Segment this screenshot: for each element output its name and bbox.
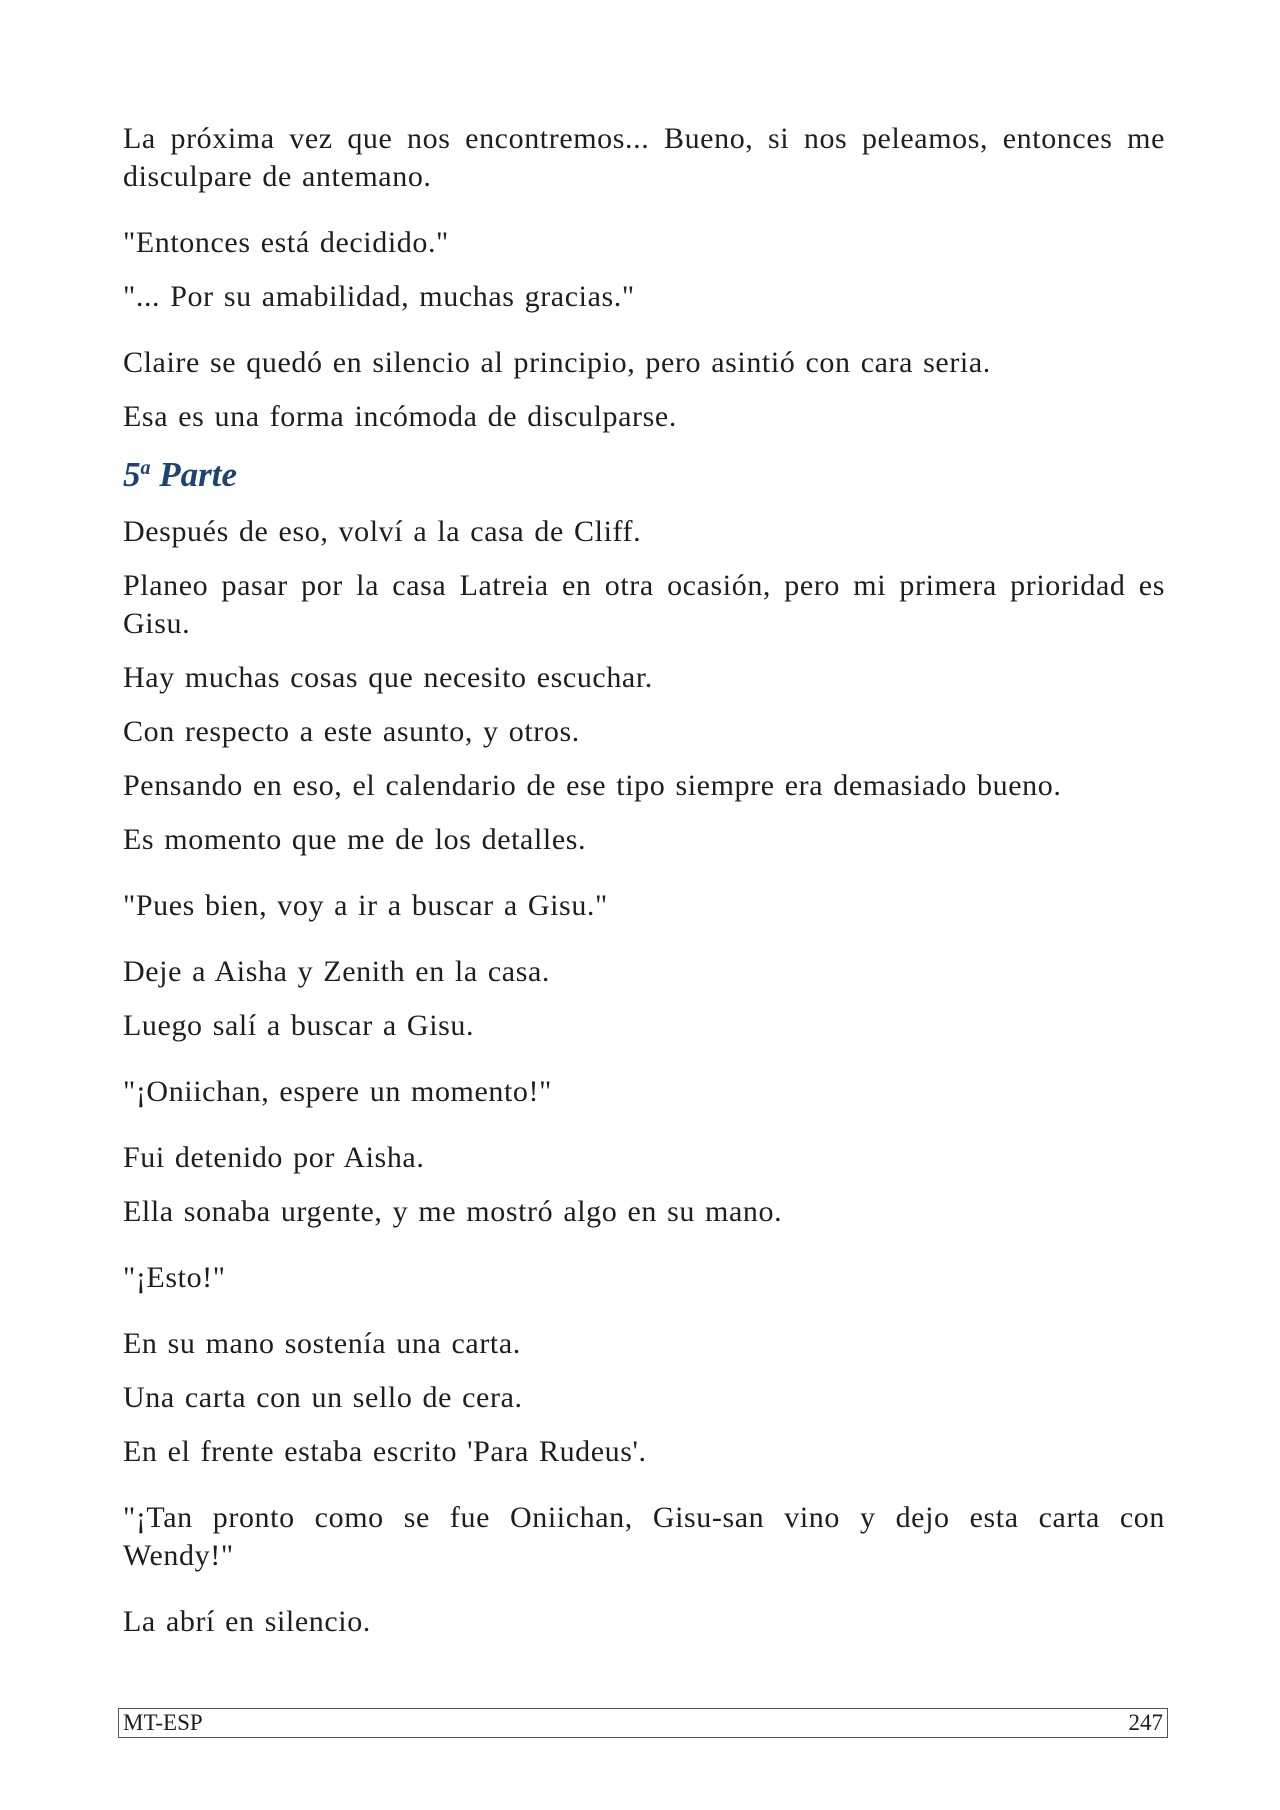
- paragraph: Hay muchas cosas que necesito escuchar.: [123, 661, 653, 694]
- paragraph: En el frente estaba escrito 'Para Rudeus'.: [123, 1435, 647, 1468]
- paragraph: Es momento que me de los detalles.: [123, 823, 587, 856]
- paragraph: Deje a Aisha y Zenith en la casa.: [123, 955, 550, 988]
- footer-label: MT-ESP: [123, 1710, 203, 1735]
- paragraph: Luego salí a buscar a Gisu.: [123, 1009, 475, 1042]
- paragraph: La próxima vez que nos encontremos... Bueno, si nos peleamos, entonces me disculpare de antemano.: [123, 122, 1165, 193]
- paragraph: "¡Tan pronto como se fue Oniichan, Gisu-san vino y dejo esta carta con Wendy!": [123, 1501, 1165, 1572]
- paragraph: "¡Oniichan, espere un momento!": [123, 1075, 552, 1108]
- paragraph: En su mano sostenía una carta.: [123, 1327, 521, 1360]
- section-ordinal: a: [140, 457, 151, 479]
- paragraph: Claire se quedó en silencio al principio, pero asintió con cara seria.: [123, 346, 991, 379]
- paragraph: Una carta con un sello de cera.: [123, 1381, 523, 1414]
- section-word: Parte: [159, 455, 238, 494]
- paragraph: Esa es una forma incómoda de disculparse.: [123, 400, 677, 433]
- paragraph: Planeo pasar por la casa Latreia en otra ocasión, pero mi primera prioridad es Gisu.: [123, 569, 1165, 640]
- section-heading: [123, 446, 1165, 497]
- paragraph: Pensando en eso, el calendario de ese tipo siempre era demasiado bueno.: [123, 769, 1062, 802]
- page-number: 247: [1128, 1710, 1163, 1735]
- paragraph: La abrí en silencio.: [123, 1605, 371, 1638]
- paragraph: "Entonces está decidido.": [123, 226, 449, 259]
- paragraph: Ella sonaba urgente, y me mostró algo en su mano.: [123, 1195, 783, 1228]
- paragraph: Con respecto a este asunto, y otros.: [123, 715, 580, 748]
- paragraph: Después de eso, volví a la casa de Cliff.: [123, 515, 642, 548]
- paragraph: Fui detenido por Aisha.: [123, 1141, 425, 1174]
- paragraph: "¡Esto!": [123, 1261, 226, 1294]
- paragraph: "Pues bien, voy a ir a buscar a Gisu.": [123, 889, 608, 922]
- page-footer: [118, 1708, 1168, 1738]
- page-body: [123, 120, 1165, 1641]
- paragraph: "... Por su amabilidad, muchas gracias.": [123, 280, 635, 313]
- section-number: 5: [123, 455, 141, 494]
